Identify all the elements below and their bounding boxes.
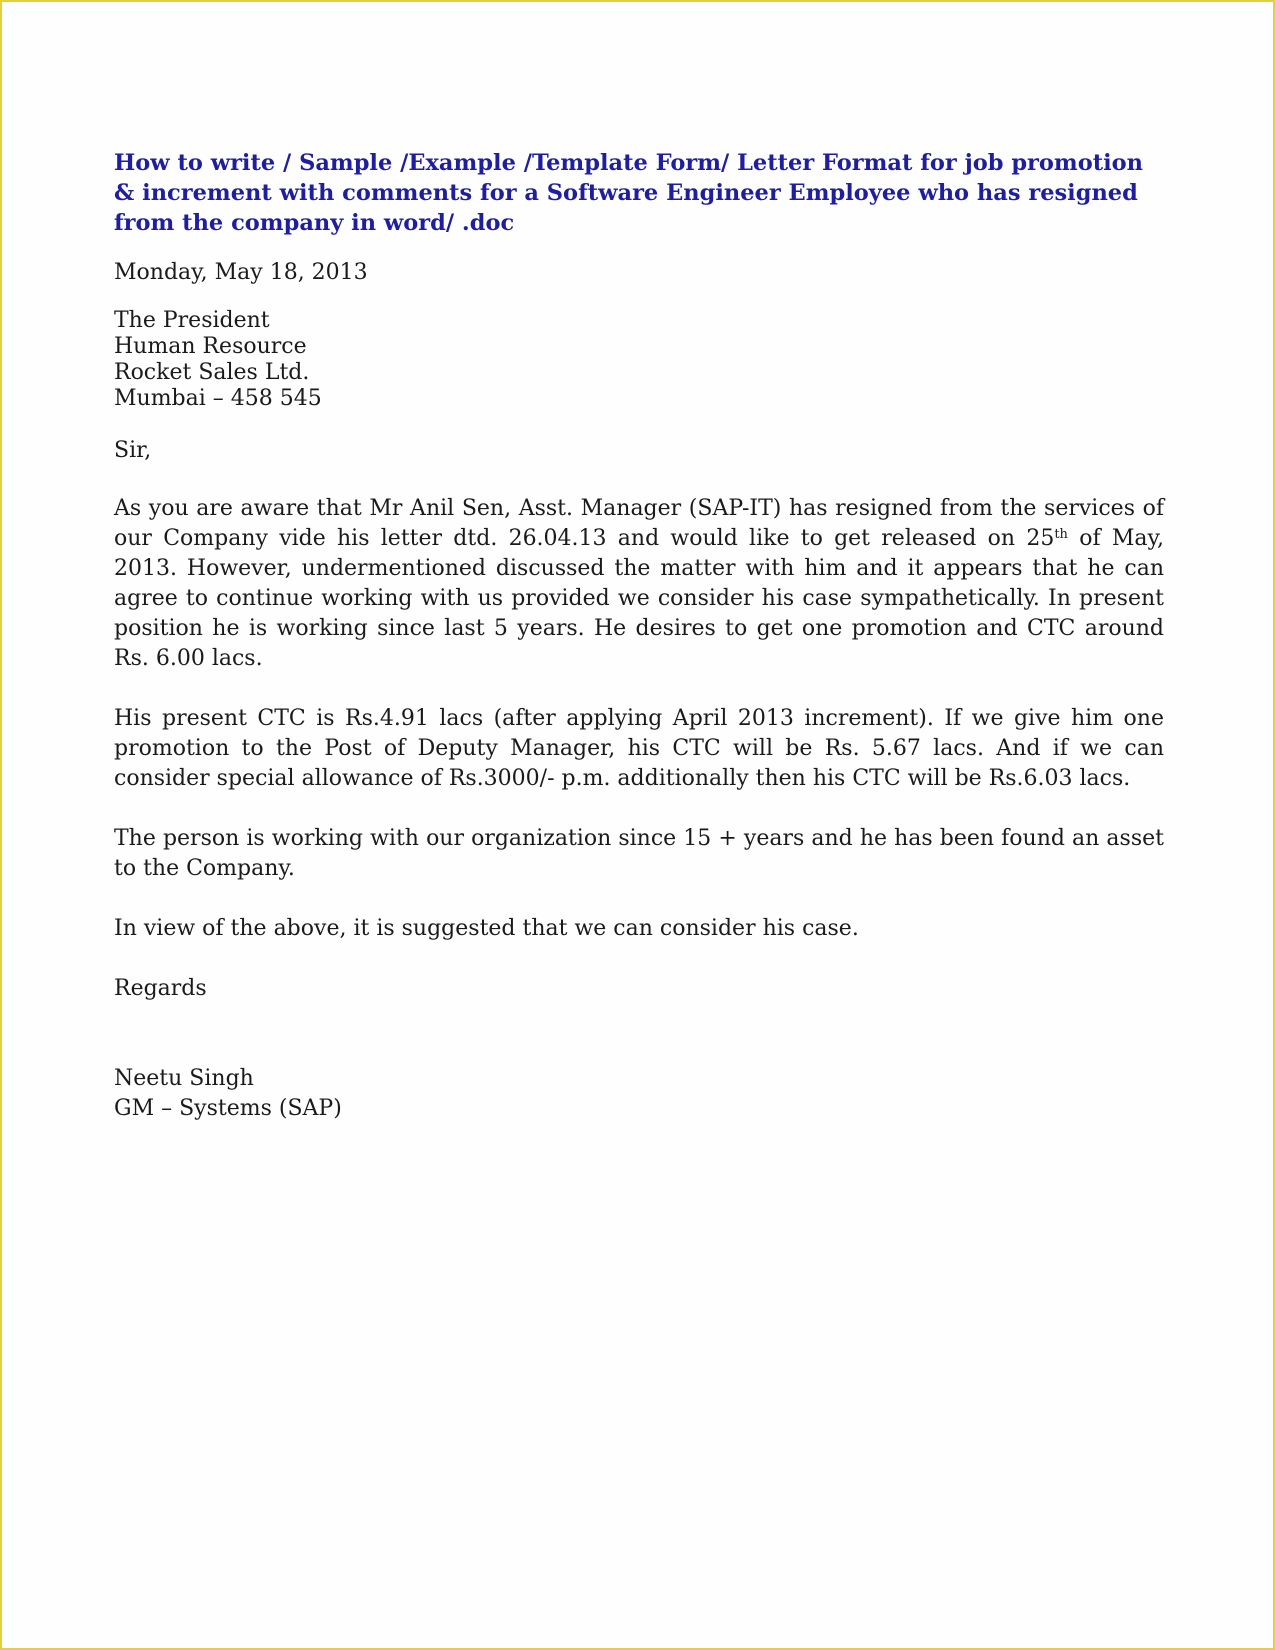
signature-block (114, 1064, 1164, 1124)
paragraph-text: of May, 2013. However, undermentioned discussed the matter with him and it appears that he can agree to continue working with us provided we consider his case sympathetically. In present position he is working since last 5 years. He desires to get one promotion and CTC around Rs. 6.00 lacs. (114, 526, 1164, 671)
signatory-designation: GM – Systems (SAP) (114, 1096, 342, 1121)
recipient-address (114, 308, 1164, 412)
address-line: The President (114, 308, 270, 333)
salutation: Sir, (114, 438, 152, 463)
document-title: How to write / Sample /Example /Template Form/ Letter Format for job promotion & increment with comments for a Software Engineer Employee who has resigned from the company in word/ .doc (114, 150, 1144, 236)
ordinal-suffix: th (1054, 527, 1068, 542)
paragraph-resignation (114, 494, 1164, 674)
address-line: Rocket Sales Ltd. (114, 360, 310, 385)
paragraph-ctc: His present CTC is Rs.4.91 lacs (after applying April 2013 increment). If we give him one promotion to the Post of Deputy Manager, his CTC will be Rs. 5.67 lacs. And if we can consider special allowance of Rs.3000/- p.m. additionally then his CTC will be Rs.6.03 lacs. (114, 706, 1164, 791)
closing: Regards (114, 976, 207, 1001)
paragraph-tenure: The person is working with our organization since 15 + years and he has been found an asset to the Company. (114, 826, 1164, 881)
letter-body (114, 148, 1164, 1124)
letter-date: Monday, May 18, 2013 (114, 260, 368, 285)
address-line: Mumbai – 458 545 (114, 386, 322, 411)
signatory-name: Neetu Singh (114, 1066, 254, 1091)
paragraph-text: As you are aware that Mr Anil Sen, Asst. Manager (SAP-IT) has resigned from the services of our Company vide his letter dtd. 26.04.13 and would like to get released on 25 (114, 496, 1164, 551)
paragraph-suggestion: In view of the above, it is suggested that we can consider his case. (114, 916, 859, 941)
address-line: Human Resource (114, 334, 307, 359)
